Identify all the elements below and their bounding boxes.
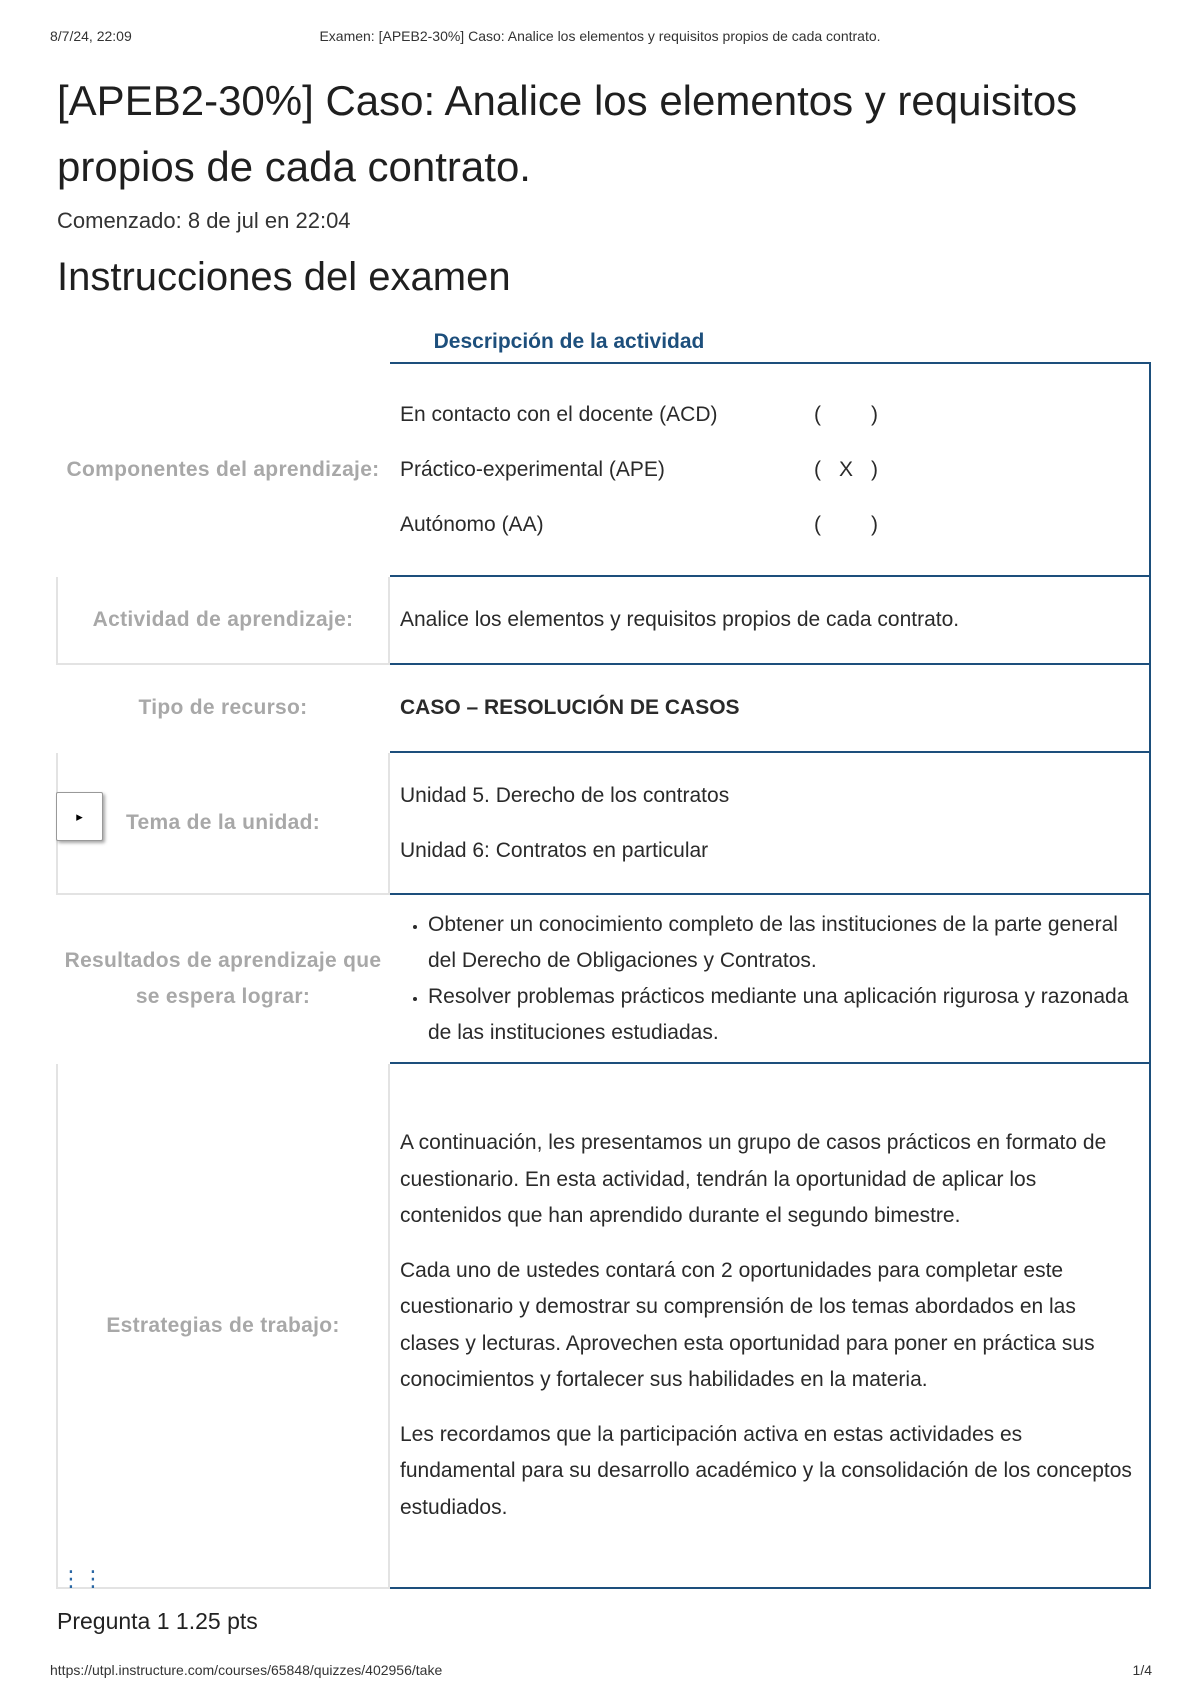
list-item: • Obtener un conocimiento completo de las instituciones de la parte general del Derecho de Obligaciones y Contratos. bbox=[428, 907, 1139, 979]
strategies-label: Estrategias de trabajo: bbox=[57, 1063, 389, 1588]
strategies-value bbox=[389, 1063, 1150, 1588]
components-label: Componentes del aprendizaje: bbox=[66, 457, 380, 481]
table-row-outcomes bbox=[57, 894, 1150, 1063]
component-mark: ( X ) bbox=[814, 442, 878, 497]
table-caption: Descripción de la actividad bbox=[433, 330, 705, 353]
unit-topic-line: Unidad 6: Contratos en particular bbox=[400, 839, 709, 862]
section-title: Instrucciones del examen bbox=[57, 255, 511, 299]
component-ape bbox=[400, 442, 1139, 497]
print-page-number: 1/4 bbox=[1132, 1662, 1152, 1678]
outcomes-value bbox=[389, 894, 1150, 1063]
outcomes-label: Resultados de aprendizaje que se espera lograr: bbox=[64, 948, 382, 1008]
play-triangle-icon: ▸ bbox=[76, 808, 83, 824]
expand-button[interactable] bbox=[56, 792, 103, 841]
print-footer bbox=[0, 1662, 1200, 1682]
print-document-title: Examen: [APEB2-30%] Caso: Analice los elementos y requisitos propios de cada contrato. bbox=[319, 28, 881, 44]
table-row-activity bbox=[57, 576, 1150, 664]
strategy-paragraph: Les recordamos que la participación activa en estas actividades es fundamental para su desarrollo académico y la consolidación de los conceptos estudiados. bbox=[400, 1422, 1132, 1519]
table-row-strategies bbox=[57, 1063, 1150, 1588]
drag-handle-icon[interactable]: ⋮⋮ bbox=[60, 1566, 104, 1591]
activity-description-table bbox=[56, 362, 1151, 1589]
page-title: [APEB2-30%] Caso: Analice los elementos y requisitos propios de cada contrato. bbox=[57, 77, 1078, 190]
activity-value: Analice los elementos y requisitos propios de cada contrato. bbox=[389, 576, 1150, 664]
table-row-components bbox=[57, 363, 1150, 576]
question-header: Pregunta 1 1.25 pts bbox=[57, 1608, 258, 1634]
component-name: Práctico-experimental (APE) bbox=[400, 458, 665, 481]
unit-topic-value bbox=[389, 752, 1150, 894]
component-name: En contacto con el docente (ACD) bbox=[400, 403, 718, 426]
list-item: • Resolver problemas prácticos mediante una aplicación rigurosa y razonada de las instituciones estudiadas. bbox=[428, 979, 1139, 1051]
strategy-paragraph: A continuación, les presentamos un grupo de casos prácticos en formato de cuestionario. En esta actividad, tendrán la oportunidad de aplicar los contenidos que han aprendido durante el segundo bimestre. bbox=[400, 1131, 1107, 1227]
component-aa bbox=[400, 497, 1139, 552]
print-url: https://utpl.instructure.com/courses/65848/quizzes/402956/take bbox=[50, 1662, 443, 1678]
component-name: Autónomo (AA) bbox=[400, 513, 544, 536]
outcomes-list bbox=[400, 907, 1139, 1051]
started-timestamp: Comenzado: 8 de jul en 22:04 bbox=[57, 208, 351, 233]
table-row-resource-type bbox=[57, 664, 1150, 752]
strategy-paragraph: Cada uno de ustedes contará con 2 oportunidades para completar este cuestionario y demostrar su comprensión de los temas abordados en las clases y lecturas. Aprovechen esta oportunidad para poner en práctica sus conocimientos y fortalecer sus habilidades en la materia. bbox=[400, 1258, 1095, 1391]
unit-topic-line: Unidad 5. Derecho de los contratos bbox=[400, 784, 730, 807]
print-header bbox=[0, 28, 1200, 48]
components-value bbox=[389, 363, 1150, 576]
component-acd bbox=[400, 387, 1139, 442]
resource-type-label: Tipo de recurso: bbox=[138, 696, 308, 719]
print-datetime: 8/7/24, 22:09 bbox=[50, 28, 132, 44]
unit-topic-label: Tema de la unidad: bbox=[57, 752, 389, 894]
table-row-unit-topic bbox=[57, 752, 1150, 894]
activity-label: Actividad de aprendizaje: bbox=[57, 576, 389, 664]
resource-type-value: CASO – RESOLUCIÓN DE CASOS bbox=[389, 664, 1150, 752]
